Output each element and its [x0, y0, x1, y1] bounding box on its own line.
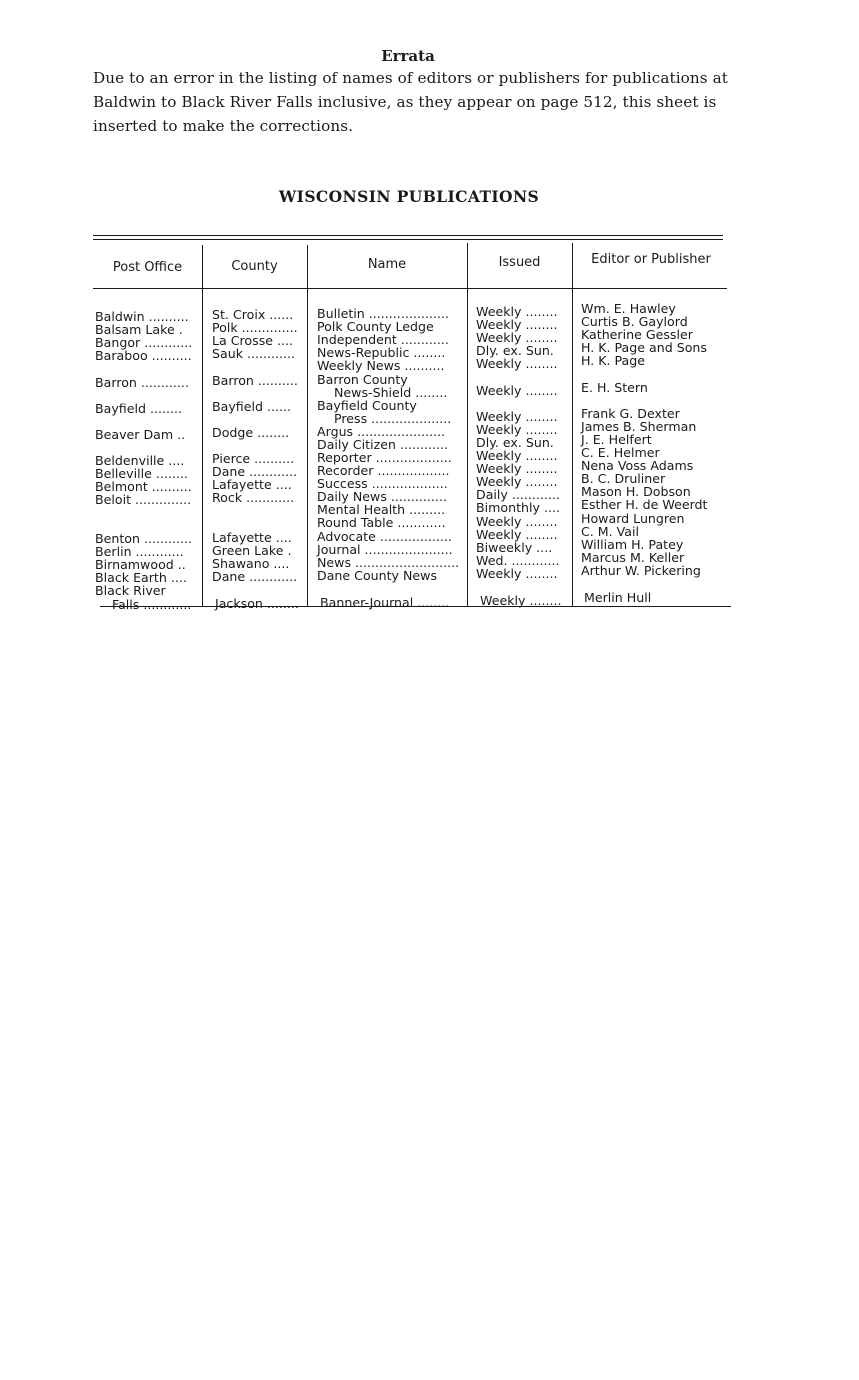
- section-title: WISCONSIN PUBLICATIONS: [278, 187, 540, 206]
- cell-name: Argus ......................: [317, 424, 446, 439]
- cell-name: Journal ......................: [317, 542, 453, 557]
- table-top-rule-2: [93, 239, 723, 240]
- cell-editor: C. E. Helmer: [581, 445, 660, 460]
- cell-editor: E. H. Stern: [581, 380, 648, 395]
- cell-issued: Biweekly ....: [476, 540, 553, 555]
- cell-post-office: Baraboo ..........: [95, 348, 192, 363]
- cell-name: Reporter ...................: [317, 450, 452, 465]
- cell-editor: Arthur W. Pickering: [581, 563, 701, 578]
- cell-name: Weekly News ..........: [317, 358, 445, 373]
- cell-post-office: Berlin ............: [95, 544, 184, 559]
- cell-issued: Weekly ........: [476, 409, 558, 424]
- cell-issued: Weekly ........: [476, 461, 558, 476]
- column-divider: [467, 243, 468, 606]
- header-county: County: [231, 259, 278, 274]
- cell-post-office: Belmont ..........: [95, 479, 192, 494]
- column-divider: [307, 245, 308, 606]
- cell-county: St. Croix ......: [212, 307, 294, 322]
- cell-issued: Weekly ........: [476, 474, 558, 489]
- cell-county: Lafayette ....: [212, 477, 292, 492]
- cell-editor: Katherine Gessler: [581, 327, 693, 342]
- errata-title: Errata: [381, 47, 435, 65]
- cell-editor: B. C. Druliner: [581, 471, 666, 486]
- cell-editor: Merlin Hull: [584, 590, 652, 605]
- cell-post-office: Bayfield ........: [95, 401, 183, 416]
- cell-issued: Wed. ............: [476, 553, 560, 568]
- cell-post-office: Beaver Dam ..: [95, 427, 186, 442]
- cell-county: Shawano ....: [212, 556, 290, 571]
- cell-name: Polk County Ledge: [317, 319, 434, 334]
- cell-issued: Weekly ........: [480, 593, 562, 608]
- cell-post-office: Belleville ........: [95, 466, 188, 481]
- cell-editor: H. K. Page: [581, 353, 646, 368]
- cell-post-office: Birnamwood ..: [95, 557, 186, 572]
- cell-issued: Bimonthly ....: [476, 500, 560, 515]
- cell-editor: Marcus M. Keller: [581, 550, 685, 565]
- cell-name: Dane County News: [317, 568, 438, 583]
- header-post-office: Post Office: [112, 260, 183, 275]
- cell-name: News ..........................: [317, 555, 460, 570]
- cell-issued: Weekly ........: [476, 566, 558, 581]
- cell-name: Daily News ..............: [317, 489, 447, 504]
- cell-county: Bayfield ......: [212, 399, 292, 414]
- cell-post-office: Bangor ............: [95, 335, 193, 350]
- cell-issued: Weekly ........: [476, 304, 558, 319]
- cell-name: Success ...................: [317, 476, 448, 491]
- cell-editor: J. E. Helfert: [581, 432, 652, 447]
- cell-county: Green Lake .: [212, 543, 292, 558]
- header-editor: Editor or Publisher: [591, 252, 711, 267]
- cell-issued: Weekly ........: [476, 356, 558, 371]
- cell-county: Barron ..........: [212, 373, 298, 388]
- cell-name: News-Republic ........: [317, 345, 446, 360]
- cell-county: Polk ..............: [212, 320, 298, 335]
- cell-county: La Crosse ....: [212, 333, 294, 348]
- cell-name: Barron County: [317, 372, 408, 387]
- cell-post-office: Falls ............: [112, 597, 192, 612]
- cell-post-office: Baldwin ..........: [95, 309, 189, 324]
- cell-editor: Curtis B. Gaylord: [581, 314, 688, 329]
- cell-post-office: Black Earth ....: [95, 570, 187, 585]
- cell-county: Dodge ........: [212, 425, 290, 440]
- cell-issued: Dly. ex. Sun.: [476, 435, 554, 450]
- cell-post-office: Balsam Lake .: [95, 322, 183, 337]
- cell-county: Dane ............: [212, 569, 298, 584]
- cell-post-office: Benton ............: [95, 531, 193, 546]
- cell-name: Daily Citizen ............: [317, 437, 448, 452]
- cell-name: Round Table ............: [317, 515, 446, 530]
- cell-issued: Dly. ex. Sun.: [476, 343, 554, 358]
- cell-name: Mental Health .........: [317, 502, 446, 517]
- cell-name: News-Shield ........: [334, 385, 448, 400]
- cell-issued: Weekly ........: [476, 422, 558, 437]
- cell-editor: Wm. E. Hawley: [581, 301, 676, 316]
- cell-editor: Mason H. Dobson: [581, 484, 691, 499]
- cell-county: Sauk ............: [212, 346, 296, 361]
- cell-name: Banner-Journal ........: [320, 595, 450, 610]
- cell-name: Advocate ..................: [317, 529, 452, 544]
- cell-editor: C. M. Vail: [581, 524, 640, 539]
- header-issued: Issued: [498, 255, 541, 270]
- cell-issued: Weekly ........: [476, 527, 558, 542]
- table-top-rule-1: [93, 235, 723, 236]
- cell-issued: Weekly ........: [476, 383, 558, 398]
- cell-county: Jackson ........: [215, 596, 299, 611]
- cell-editor: Howard Lungren: [581, 511, 685, 526]
- column-divider: [572, 243, 573, 606]
- cell-county: Dane ............: [212, 464, 298, 479]
- header-underline: [93, 288, 727, 289]
- cell-issued: Weekly ........: [476, 514, 558, 529]
- cell-editor: Esther H. de Weerdt: [581, 497, 708, 512]
- cell-issued: Daily ............: [476, 487, 560, 502]
- cell-post-office: Beloit ..............: [95, 492, 192, 507]
- errata-body: Due to an error in the listing of names of editors or publishers for publications at Baldwin to Black River Falls inclusive, as they appear on page 512, this sheet is inserted to make the corrections.: [93, 69, 728, 135]
- cell-name: Recorder ..................: [317, 463, 450, 478]
- cell-county: Lafayette ....: [212, 530, 292, 545]
- cell-issued: Weekly ........: [476, 448, 558, 463]
- cell-county: Rock ............: [212, 490, 295, 505]
- cell-county: Pierce ..........: [212, 451, 295, 466]
- cell-editor: William H. Patey: [581, 537, 684, 552]
- cell-post-office: Beldenville ....: [95, 453, 185, 468]
- cell-post-office: Barron ............: [95, 375, 189, 390]
- column-divider: [202, 245, 203, 606]
- cell-name: Bulletin ....................: [317, 306, 449, 321]
- cell-editor: H. K. Page and Sons: [581, 340, 707, 355]
- cell-name: Bayfield County: [317, 398, 417, 413]
- cell-editor: Frank G. Dexter: [581, 406, 680, 421]
- cell-editor: Nena Voss Adams: [581, 458, 694, 473]
- cell-editor: James B. Sherman: [581, 419, 697, 434]
- cell-issued: Weekly ........: [476, 330, 558, 345]
- cell-issued: Weekly ........: [476, 317, 558, 332]
- cell-post-office: Black River: [95, 583, 166, 598]
- cell-name: Independent ............: [317, 332, 449, 347]
- cell-name: Press ....................: [334, 411, 452, 426]
- header-name: Name: [367, 257, 407, 272]
